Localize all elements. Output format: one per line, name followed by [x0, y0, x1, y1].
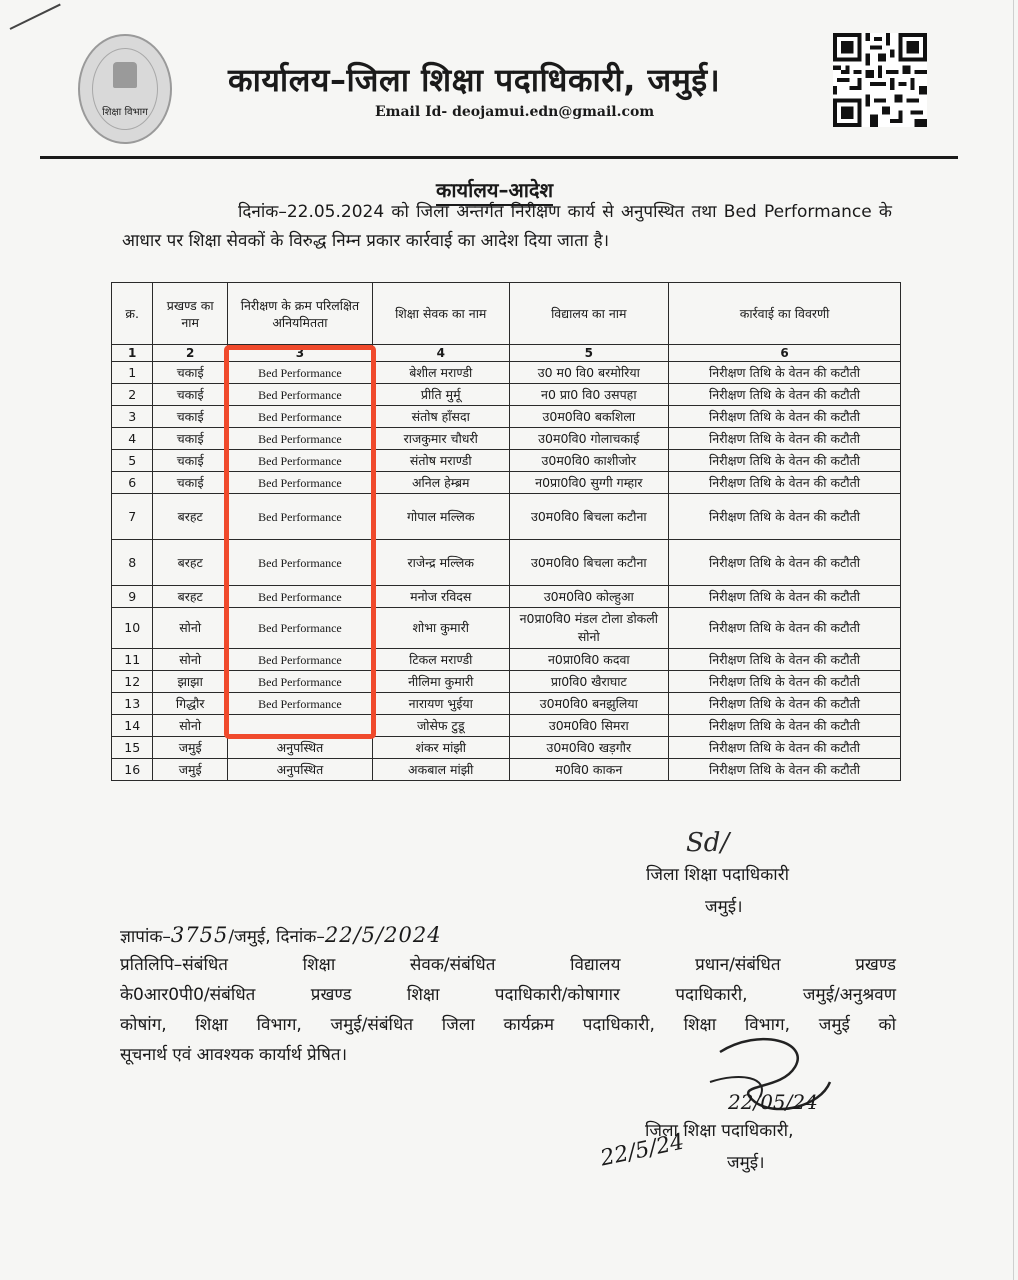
- table-header-row: [112, 283, 901, 345]
- index-cell: 4: [372, 345, 509, 362]
- block-cell: चकाई: [153, 428, 228, 450]
- serial-cell: 9: [112, 586, 153, 608]
- block-cell: बरहट: [153, 540, 228, 586]
- memo-prefix: ज्ञापांक–: [120, 927, 171, 947]
- copy-line: कोषांग, शिक्षा विभाग, जमुई/संबंधित जिला कार्यक्रम पदाधिकारी, शिक्षा विभाग, जमुई को: [120, 1015, 896, 1035]
- serial-cell: 11: [112, 649, 153, 671]
- teacher-name-cell: अकबाल मांझी: [372, 759, 509, 781]
- teacher-name-cell: नीलिमा कुमारी: [372, 671, 509, 693]
- serial-cell: 8: [112, 540, 153, 586]
- school-name-cell: उ0म0वि0 खड़गौर: [509, 737, 668, 759]
- header-block: प्रखण्ड का नाम: [153, 283, 228, 345]
- irregularity-cell: Bed Performance: [227, 384, 372, 406]
- block-cell: बरहट: [153, 494, 228, 540]
- block-cell: जमुई: [153, 737, 228, 759]
- action-cell: निरीक्षण तिथि के वेतन की कटौती: [669, 494, 901, 540]
- block-cell: सोनो: [153, 649, 228, 671]
- action-cell: निरीक्षण तिथि के वेतन की कटौती: [669, 362, 901, 384]
- pen-mark: [10, 4, 61, 30]
- emblem-icon: [113, 62, 137, 88]
- signatory-designation-2: जिला शिक्षा पदाधिकारी,: [645, 1121, 794, 1141]
- order-intro-text: दिनांक–22.05.2024 को जिला अन्तर्गत निरीक्षण कार्य से अनुपस्थित तथा Bed Performance के आधार पर शिक्षा सेवकों के विरुद्ध निम्न प्रकार कार्रवाई का आदेश दिया जाता है।: [122, 202, 892, 251]
- teacher-name-cell: बेशील मराण्डी: [372, 362, 509, 384]
- teacher-name-cell: अनिल हेम्ब्रम: [372, 472, 509, 494]
- index-cell: 2: [153, 345, 228, 362]
- irregularity-cell: Bed Performance: [227, 586, 372, 608]
- teacher-name-cell: टिकल मराण्डी: [372, 649, 509, 671]
- memo-date: 22/5/2024: [324, 923, 442, 947]
- action-cell: निरीक्षण तिथि के वेतन की कटौती: [669, 586, 901, 608]
- school-name-cell: उ0म0वि0 गोलाचकाई: [509, 428, 668, 450]
- action-cell: निरीक्षण तिथि के वेतन की कटौती: [669, 540, 901, 586]
- irregularity-cell: Bed Performance: [227, 649, 372, 671]
- page-edge-line: [1013, 0, 1014, 1280]
- irregularity-cell: Bed Performance: [227, 472, 372, 494]
- action-cell: निरीक्षण तिथि के वेतन की कटौती: [669, 759, 901, 781]
- school-name-cell: उ0म0वि0 बिचला कटौना: [509, 540, 668, 586]
- qr-code-icon: [833, 32, 927, 128]
- irregularity-cell: Bed Performance: [227, 406, 372, 428]
- action-cell: निरीक्षण तिथि के वेतन की कटौती: [669, 406, 901, 428]
- serial-cell: 3: [112, 406, 153, 428]
- irregularity-cell: Bed Performance: [227, 608, 372, 649]
- serial-cell: 5: [112, 450, 153, 472]
- serial-cell: 4: [112, 428, 153, 450]
- teacher-name-cell: जोसेफ टुडू: [372, 715, 509, 737]
- department-seal-logo: [78, 34, 172, 144]
- teacher-name-cell: शंकर मांझी: [372, 737, 509, 759]
- header-irregularity: निरीक्षण के क्रम परिलक्षित अनियमितता: [227, 283, 372, 345]
- serial-cell: 10: [112, 608, 153, 649]
- school-name-cell: म0वि0 काकन: [509, 759, 668, 781]
- block-cell: सोनो: [153, 715, 228, 737]
- index-cell: 6: [669, 345, 901, 362]
- school-name-cell: न0प्रा0वि0 मंडल टोला डोकली सोनो: [509, 608, 668, 649]
- block-cell: बरहट: [153, 586, 228, 608]
- irregularity-cell: Bed Performance: [227, 693, 372, 715]
- teacher-name-cell: राजकुमार चौधरी: [372, 428, 509, 450]
- serial-cell: 6: [112, 472, 153, 494]
- school-name-cell: उ0म0वि0 बनझुलिया: [509, 693, 668, 715]
- block-cell: चकाई: [153, 384, 228, 406]
- block-cell: चकाई: [153, 406, 228, 428]
- header-serial: क्र.: [112, 283, 153, 345]
- irregularity-cell: Bed Performance: [227, 540, 372, 586]
- action-cell: निरीक्षण तिथि के वेतन की कटौती: [669, 384, 901, 406]
- header-rule: [40, 156, 958, 159]
- block-cell: जमुई: [153, 759, 228, 781]
- action-cell: निरीक्षण तिथि के वेतन की कटौती: [669, 671, 901, 693]
- teacher-name-cell: गोपाल मल्लिक: [372, 494, 509, 540]
- action-cell: निरीक्षण तिथि के वेतन की कटौती: [669, 608, 901, 649]
- memo-middle: /जमुई, दिनांक–: [228, 927, 325, 947]
- school-name-cell: उ0म0वि0 काशीजोर: [509, 450, 668, 472]
- school-name-cell: प्रा0वि0 खैराघाट: [509, 671, 668, 693]
- copy-line: प्रतिलिपि–संबंधित शिक्षा सेवक/संबंधित विद्यालय प्रधान/संबंधित प्रखण्ड: [120, 955, 896, 975]
- serial-cell: 16: [112, 759, 153, 781]
- block-cell: गिद्धौर: [153, 693, 228, 715]
- teacher-name-cell: शोभा कुमारी: [372, 608, 509, 649]
- copy-line: के0आर0पी0/संबंधित प्रखण्ड शिक्षा पदाधिकारी/कोषागार पदाधिकारी, जमुई/अनुश्रवण: [120, 985, 896, 1005]
- action-cell: निरीक्षण तिथि के वेतन की कटौती: [669, 649, 901, 671]
- teacher-name-cell: संतोष मराण्डी: [372, 450, 509, 472]
- serial-cell: 12: [112, 671, 153, 693]
- memo-line: [120, 923, 442, 947]
- irregularity-cell: Bed Performance: [227, 362, 372, 384]
- school-name-cell: उ0म0वि0 बिचला कटौना: [509, 494, 668, 540]
- school-name-cell: उ0 म0 वि0 बरमोरिया: [509, 362, 668, 384]
- serial-cell: 13: [112, 693, 153, 715]
- signatory-designation: जिला शिक्षा पदाधिकारी: [646, 865, 790, 885]
- table-row: [112, 759, 901, 781]
- initial-date: 22/5/24: [598, 1129, 687, 1172]
- irregularity-cell: Bed Performance: [227, 671, 372, 693]
- table-row: [112, 737, 901, 759]
- teacher-name-cell: राजेन्द्र मल्लिक: [372, 540, 509, 586]
- copy-line: सूचनार्थ एवं आवश्यक कार्यार्थ प्रेषित।: [120, 1045, 348, 1065]
- irregularity-cell: Bed Performance: [227, 494, 372, 540]
- action-cell: निरीक्षण तिथि के वेतन की कटौती: [669, 715, 901, 737]
- memo-number: 3755: [170, 923, 229, 947]
- irregularity-cell: अनुपस्थित: [227, 737, 372, 759]
- index-cell: 1: [112, 345, 153, 362]
- signature-mark: Sd/: [686, 828, 730, 858]
- school-name-cell: उ0म0वि0 बकशिला: [509, 406, 668, 428]
- serial-cell: 15: [112, 737, 153, 759]
- school-name-cell: उ0म0वि0 कोल्हुआ: [509, 586, 668, 608]
- signature-date: 22/05/24: [728, 1090, 818, 1114]
- teacher-name-cell: नारायण भुईया: [372, 693, 509, 715]
- serial-cell: 2: [112, 384, 153, 406]
- signatory-location: जमुई।: [705, 897, 743, 917]
- school-name-cell: न0प्रा0वि0 सुग्गी गम्हार: [509, 472, 668, 494]
- office-title: कार्यालय–जिला शिक्षा पदाधिकारी, जमुई।: [228, 61, 721, 99]
- order-intro: [122, 198, 892, 256]
- action-cell: निरीक्षण तिथि के वेतन की कटौती: [669, 693, 901, 715]
- index-cell: 3: [227, 345, 372, 362]
- school-name-cell: न0 प्रा0 वि0 उसपहा: [509, 384, 668, 406]
- header-action: कार्रवाई का विवरणी: [669, 283, 901, 345]
- action-cell: निरीक्षण तिथि के वेतन की कटौती: [669, 472, 901, 494]
- signatory-location-2: जमुई।: [727, 1153, 765, 1173]
- action-cell: निरीक्षण तिथि के वेतन की कटौती: [669, 737, 901, 759]
- action-cell: निरीक्षण तिथि के वेतन की कटौती: [669, 428, 901, 450]
- teacher-name-cell: मनोज रविदस: [372, 586, 509, 608]
- index-cell: 5: [509, 345, 668, 362]
- serial-cell: 1: [112, 362, 153, 384]
- school-name-cell: उ0म0वि0 सिमरा: [509, 715, 668, 737]
- header-teacher-name: शिक्षा सेवक का नाम: [372, 283, 509, 345]
- irregularity-cell: अनुपस्थित: [227, 759, 372, 781]
- block-cell: झाझा: [153, 671, 228, 693]
- block-cell: चकाई: [153, 472, 228, 494]
- action-cell: निरीक्षण तिथि के वेतन की कटौती: [669, 450, 901, 472]
- order-title: कार्यालय–आदेश: [436, 176, 553, 206]
- office-email: Email Id- deojamui.edn@gmail.com: [375, 104, 655, 120]
- block-cell: चकाई: [153, 362, 228, 384]
- handwritten-signature: [700, 1022, 840, 1132]
- serial-cell: 14: [112, 715, 153, 737]
- irregularity-cell: Bed Performance: [227, 428, 372, 450]
- header-school-name: विद्यालय का नाम: [509, 283, 668, 345]
- teacher-name-cell: संतोष हाँसदा: [372, 406, 509, 428]
- school-name-cell: न0प्रा0वि0 कदवा: [509, 649, 668, 671]
- irregularity-cell: Bed Performance: [227, 450, 372, 472]
- serial-cell: 7: [112, 494, 153, 540]
- block-cell: सोनो: [153, 608, 228, 649]
- block-cell: चकाई: [153, 450, 228, 472]
- highlight-box: [224, 345, 376, 739]
- teacher-name-cell: प्रीति मुर्मू: [372, 384, 509, 406]
- seal-text: शिक्षा विभाग: [102, 107, 148, 118]
